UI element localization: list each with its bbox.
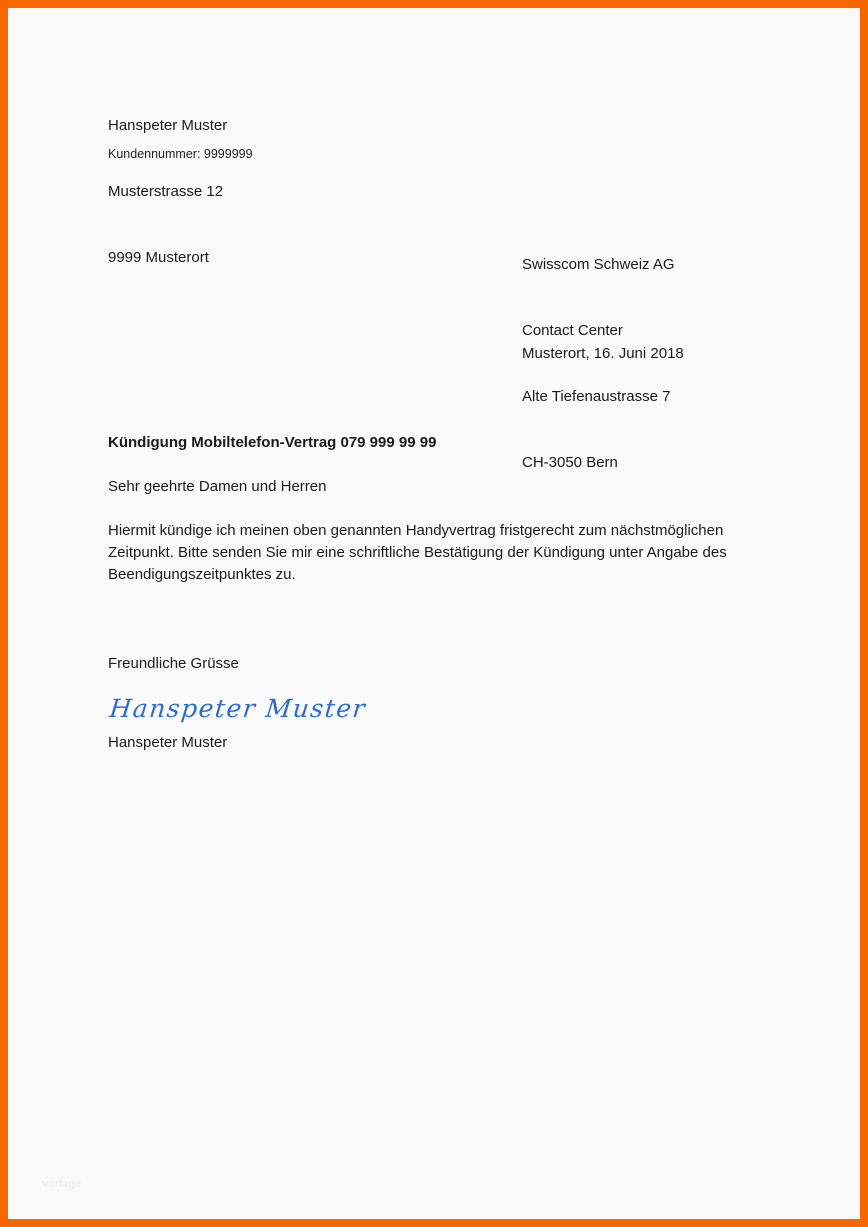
sender-street: Musterstrasse 12 [108, 183, 224, 200]
date-line: Musterort, 16. Juni 2018 [522, 345, 684, 362]
sender-city: 9999 Musterort [108, 249, 209, 266]
signer-name: Hanspeter Muster [108, 734, 228, 751]
sender-name: Hanspeter Muster [108, 117, 228, 134]
subject-line: Kündigung Mobiltelefon-Vertrag 079 999 99 99 [108, 434, 437, 451]
recipient-department: Contact Center [522, 322, 623, 339]
letter-body: Hiermit kündige ich meinen oben genannten Handyvertrag fristgerecht zum nächstmöglichen Zeitpunkt. Bitte senden Sie mir eine schriftliche Bestätigung der Kündigung unter Angabe des Beendigungszeitpunktes zu. [108, 522, 727, 583]
customer-number: Kundennummer: 9999999 [108, 147, 253, 161]
recipient-company: Swisscom Schweiz AG [522, 256, 675, 273]
recipient-street: Alte Tiefenaustrasse 7 [522, 388, 671, 405]
handwritten-signature: Hanspeter Muster [108, 694, 368, 723]
watermark-text: vorlage [42, 1178, 82, 1190]
closing-line: Freundliche Grüsse [108, 655, 239, 672]
recipient-city: CH-3050 Bern [522, 454, 618, 471]
salutation: Sehr geehrte Damen und Herren [108, 478, 327, 495]
sender-address-block [108, 71, 227, 313]
